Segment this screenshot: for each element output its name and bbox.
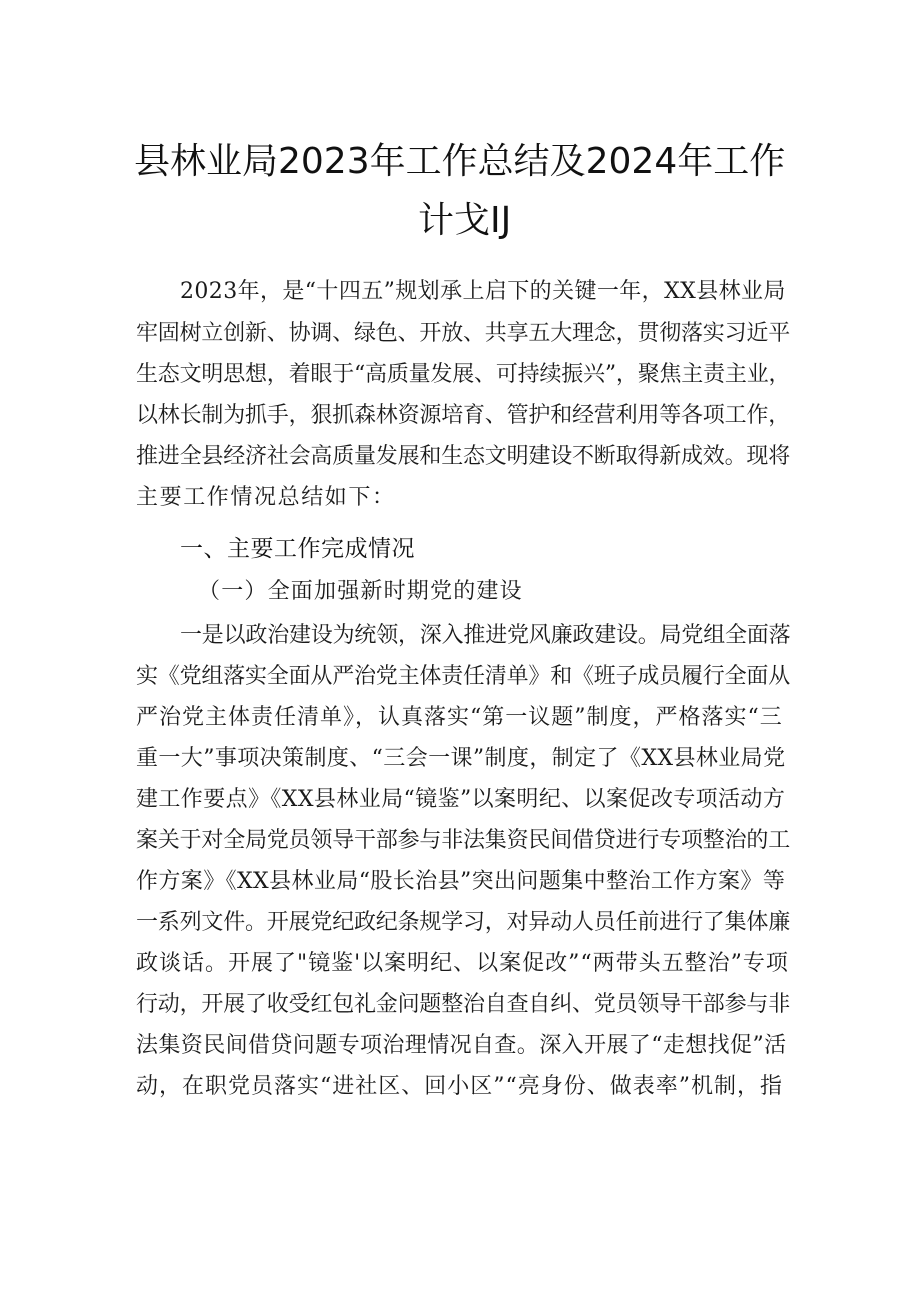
intro-line: 2023年，是“十四五”规划承上启下的关键一年，XX县林业局 [180,279,786,304]
section-heading: 一、主要工作完成情况 [180,536,415,562]
document-title-line-1: 县林业局2023年工作总结及2024年工作 [134,141,786,182]
paragraph-line: 一是以政治建设为统领，深入推进党风廉政建设。局党组全面落 [180,623,791,648]
document-title-line-2: 计戈IJ [418,200,512,241]
paragraph-line: 法集资民间借贷问题专项治理情况自查。深入开展了“走想找促”活 [136,1033,787,1058]
paragraph-line: 重一大”事项决策制度、“三会一课”制度，制定了《XX县林业局党 [136,746,786,771]
paragraph-line: 动，在职党员落实“进社区、回小区”“亮身份、做表率”机制，指 [136,1074,783,1099]
paragraph-line: 案关于对全局党员领导干部参与非法集资民间借贷进行专项整治的工 [136,828,791,853]
paragraph-line: 严治党主体责任清单》，认真落实“第一议题”制度，严格落实“三 [136,705,783,730]
intro-line: 主要工作情况总结如下： [136,485,396,510]
paragraph-line: 作方案》《XX县林业局“股长治县”突出问题集中整治工作方案》等 [136,869,786,894]
intro-line: 牢固树立创新、协调、绿色、开放、共享五大理念，贯彻落实习近平 [136,321,791,346]
intro-line: 生态文明思想，着眼于“高质量发展、可持续振兴”，聚焦主责主业， [136,362,791,387]
intro-line: 以林长制为抓手，狠抓森林资源培育、管护和经营利用等各项工作， [136,403,791,428]
intro-line: 推进全县经济社会高质量发展和生态文明建设不断取得新成效。现将 [136,444,791,469]
paragraph-line: 实《党组落实全面从严治党主体责任清单》和《班子成员履行全面从 [136,664,791,689]
paragraph-line: 一系列文件。开展党纪政纪条规学习，对异动人员任前进行了集体廉 [136,910,791,935]
paragraph-line: 政谈话。开展了"镜鉴'以案明纪、以案促改”“两带头五整治”专项 [136,951,789,976]
paragraph-line: 行动，开展了收受红包礼金问题整治自查自纠、党员领导干部参与非 [136,992,791,1017]
subsection-heading: （一）全面加强新时期党的建设 [198,579,523,604]
paragraph-line: 建工作要点》《XX县林业局“镜鉴”以案明纪、以案促改专项活动方 [136,787,786,812]
